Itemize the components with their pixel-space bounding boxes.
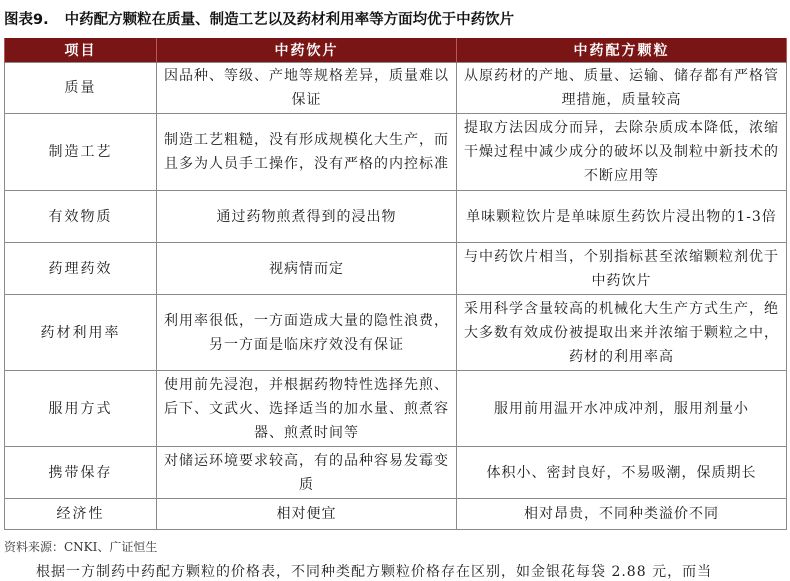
row-item: 制造工艺 [5, 114, 157, 191]
row-item: 携带保存 [5, 447, 157, 499]
body-paragraph: 根据一方制药中药配方颗粒的价格表，不同种类配方颗粒价格存在区别，如金银花每袋 2.88 元，而当 [36, 564, 713, 580]
figure-number: 图表9. [4, 12, 49, 28]
table-row [5, 243, 787, 295]
row-item: 有效物质 [5, 191, 157, 243]
table-row [5, 447, 787, 499]
cell-yinpian: 视病情而定 [157, 243, 457, 295]
cell-keli: 相对昂贵，不同种类溢价不同 [457, 499, 787, 530]
cell-keli: 体积小、密封良好，不易吸潮，保质期长 [457, 447, 787, 499]
table-row [5, 371, 787, 447]
source-note: 资料来源：CNKI、广证恒生 [4, 540, 158, 554]
cell-yinpian: 相对便宜 [157, 499, 457, 530]
cell-yinpian: 通过药物煎煮得到的浸出物 [157, 191, 457, 243]
cell-keli: 与中药饮片相当，个别指标甚至浓缩颗粒剂优于中药饮片 [457, 243, 787, 295]
header-keli: 中药配方颗粒 [457, 38, 787, 63]
cell-yinpian: 利用率很低，一方面造成大量的隐性浪费，另一方面是临床疗效没有保证 [157, 295, 457, 371]
cell-yinpian: 对储运环境要求较高，有的品种容易发霉变质 [157, 447, 457, 499]
table-row [5, 295, 787, 371]
cell-keli: 采用科学含量较高的机械化大生产方式生产，绝大多数有效成份被提取出来并浓缩于颗粒之中，药材的利用率高 [457, 295, 787, 371]
cell-yinpian: 使用前先浸泡，并根据药物特性选择先煎、后下、文武火、选择适当的加水量、煎煮容器、煎煮时间等 [157, 371, 457, 447]
row-item: 药理药效 [5, 243, 157, 295]
cell-yinpian: 制造工艺粗糙，没有形成规模化大生产，而且多为人员手工操作，没有严格的内控标准 [157, 114, 457, 191]
table-header-row [5, 38, 787, 63]
row-item: 经济性 [5, 499, 157, 530]
table-row [5, 63, 787, 114]
cell-keli: 服用前用温开水冲成冲剂，服用剂量小 [457, 371, 787, 447]
row-item: 服用方式 [5, 371, 157, 447]
figure-title-text: 中药配方颗粒在质量、制造工艺以及药材利用率等方面均优于中药饮片 [64, 12, 515, 28]
table-row [5, 499, 787, 530]
row-item: 质量 [5, 63, 157, 114]
table-row [5, 114, 787, 191]
cell-keli: 提取方法因成分而异，去除杂质成本降低，浓缩干燥过程中减少成分的破坏以及制粒中新技术的不断应用等 [457, 114, 787, 191]
figure-title [4, 8, 786, 29]
table-row [5, 191, 787, 243]
cell-yinpian: 因品种、等级、产地等规格差异，质量难以保证 [157, 63, 457, 114]
cell-keli: 从原药材的产地、质量、运输、储存都有严格管理措施，质量较高 [457, 63, 787, 114]
header-yinpian: 中药饮片 [157, 38, 457, 63]
cell-keli: 单味颗粒饮片是单味原生药饮片浸出物的1-3倍 [457, 191, 787, 243]
header-item: 项目 [5, 38, 157, 63]
row-item: 药材利用率 [5, 295, 157, 371]
comparison-table [4, 38, 787, 530]
